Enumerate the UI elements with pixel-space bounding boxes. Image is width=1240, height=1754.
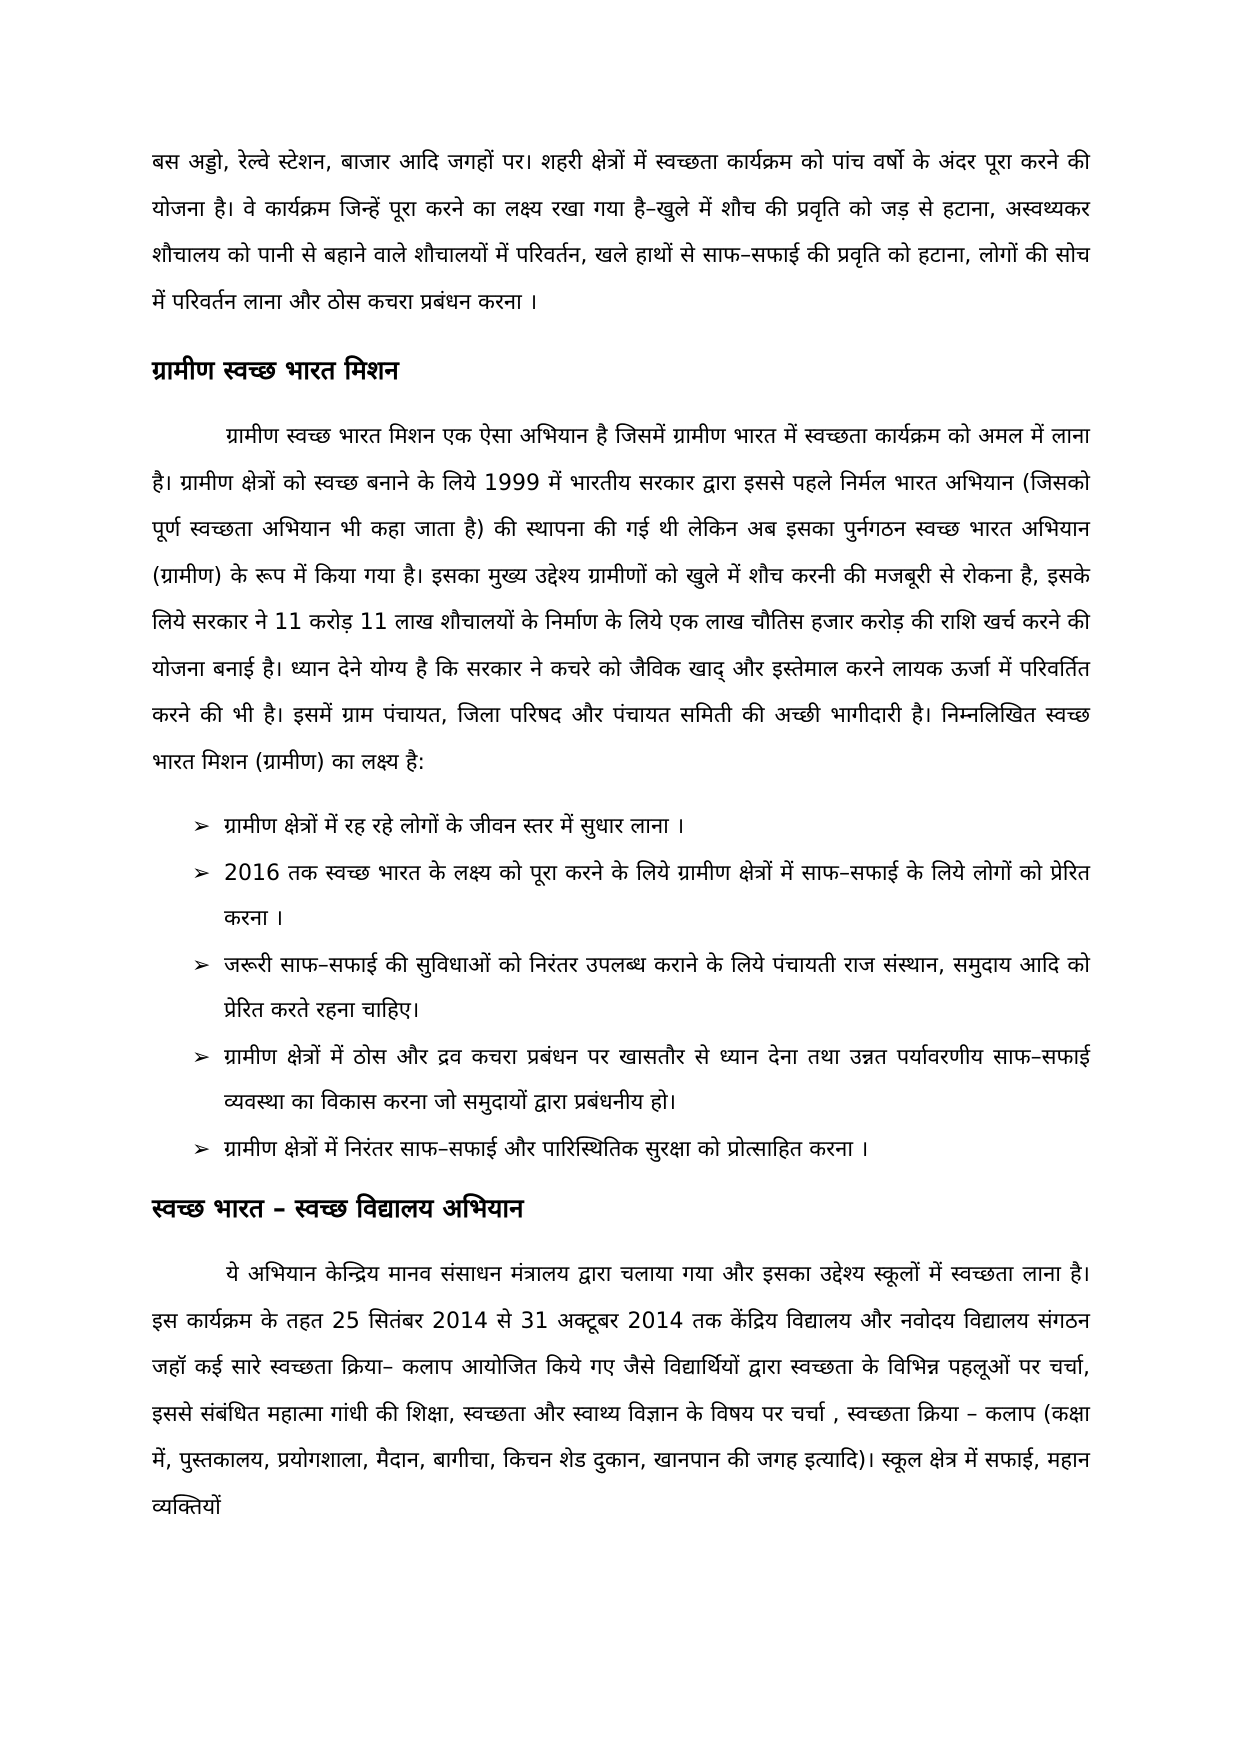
arrow-bullet-icon: ➢ xyxy=(192,814,211,839)
list-item-text: ग्रामीण क्षेत्रों में ठोस और द्रव कचरा प्रबंधन पर खासतौर से ध्यान देना तथा उन्नत पर्यावरणीय साफ–सफाई व्यवस्था का विकास करना जो समुदायों द्वारा प्रबंधनीय हो। xyxy=(224,1045,1090,1115)
gramin-mission-paragraph: ग्रामीण स्वच्छ भारत मिशन एक ऐसा अभियान है जिसमें ग्रामीण भारत में स्वच्छता कार्यक्रम को अमल में लाना है। ग्रामीण क्षेत्रों को स्वच्छ बनाने के लिये 1999 में भारतीय सरकार द्वारा इससे पहले निर्मल भारत अभियान (जिसको पूर्ण स्वच्छता अभियान भी कहा जाता है) की स्थापना की गई थी लेकिन अब इसका पुर्नगठन स्वच्छ भारत अभियान (ग्रामीण) के रूप में किया गया है। इसका मुख्य उद्देश्य ग्रामीणों को खुले में शौच करनी की मजबूरी से रोकना है, इसके लिये सरकार ने 11 करोड़ 11 लाख शौचालयों के निर्माण के लिये एक लाख चौतिस हजार करोड़ की राशि खर्च करने की योजना बनाई है। ध्यान देने योग्य है कि सरकार ने कचरे को जैविक खाद् और इस्तेमाल करने लायक ऊर्जा में परिवर्तित करने की भी है। इसमें ग्राम पंचायत, जिला परिषद और पंचायत समिती की अच्छी भागीदारी है। निम्नलिखित स्वच्छ भारत मिशन (ग्रामीण) का लक्ष्य है: xyxy=(152,424,1090,775)
list-item-text: 2016 तक स्वच्छ भारत के लक्ष्य को पूरा करने के लिये ग्रामीण क्षेत्रों में साफ–सफाई के लिये लोगों को प्रेरित करना । xyxy=(224,861,1090,931)
arrow-bullet-icon: ➢ xyxy=(192,861,211,886)
section-heading-gramin-swachh-bharat-mission: ग्रामीण स्वच्छ भारत मिशन xyxy=(152,356,399,386)
document-page xyxy=(152,140,1090,1531)
arrow-bullet-icon: ➢ xyxy=(192,1045,211,1070)
list-item xyxy=(152,943,1090,1033)
arrow-bullet-icon: ➢ xyxy=(192,1137,211,1162)
list-item-text: ग्रामीण क्षेत्रों में निरंतर साफ–सफाई और पारिस्थितिक सुरक्षा को प्रोत्साहित करना । xyxy=(224,1137,869,1162)
arrow-bullet-icon: ➢ xyxy=(192,953,211,978)
list-item xyxy=(152,851,1090,941)
vidyalaya-abhiyan-paragraph: ये अभियान केन्द्रिय मानव संसाधन मंत्रालय द्वारा चलाया गया और इसका उद्देश्य स्कूलों में स्वच्छता लाना है। इस कार्यक्रम के तहत 25 सितंबर 2014 से 31 अक्टूबर 2014 तक केंद्रिय विद्यालय और नवोदय विद्यालय संगठन जहॉ कई सारे स्वच्छता क्रिया– कलाप आयोजित किये गए जैसे विद्यार्थियों द्वारा स्वच्छता के विभिन्न पहलूओं पर चर्चा, इससे संबंधित महात्मा गांधी की शिक्षा, स्वच्छता और स्वाथ्य विज्ञान के विषय पर चर्चा , स्वच्छता क्रिया – कलाप (कक्षा में, पुस्तकालय, प्रयोगशाला, मैदान, बागीचा, किचन शेड दुकान, खानपान की जगह इत्यादि)। स्कूल क्षेत्र में सफाई, महान व्यक्तियों xyxy=(152,1262,1090,1520)
gramin-goals-list xyxy=(152,804,1090,1172)
list-item-text: जरूरी साफ–सफाई की सुविधाओं को निरंतर उपलब्ध कराने के लिये पंचायती राज संस्थान, समुदाय आदि को प्रेरित करते रहना चाहिए। xyxy=(224,953,1090,1023)
list-item-text: ग्रामीण क्षेत्रों में रह रहे लोगों के जीवन स्तर में सुधार लाना । xyxy=(224,814,685,839)
list-item xyxy=(152,1127,1090,1172)
intro-paragraph: बस अड्डो, रेल्वे स्टेशन, बाजार आदि जगहों पर। शहरी क्षेत्रों में स्वच्छता कार्यक्रम को पांच वर्षो के अंदर पूरा करने की योजना है। वे कार्यक्रम जिन्हें पूरा करने का लक्ष्य रखा गया है–खुले में शौच की प्रवृति को जड़ से हटाना, अस्वथ्यकर शौचालय को पानी से बहाने वाले शौचालयों में परिवर्तन, खले हाथों से साफ–सफाई की प्रवृति को हटाना, लोगों की सोच में परिवर्तन लाना और ठोस कचरा प्रबंधन करना । xyxy=(152,150,1090,315)
list-item xyxy=(152,804,1090,849)
list-item xyxy=(152,1035,1090,1125)
section-heading-swachh-vidyalaya-abhiyan: स्वच्छ भारत – स्वच्छ विद्यालय अभियान xyxy=(152,1194,524,1224)
